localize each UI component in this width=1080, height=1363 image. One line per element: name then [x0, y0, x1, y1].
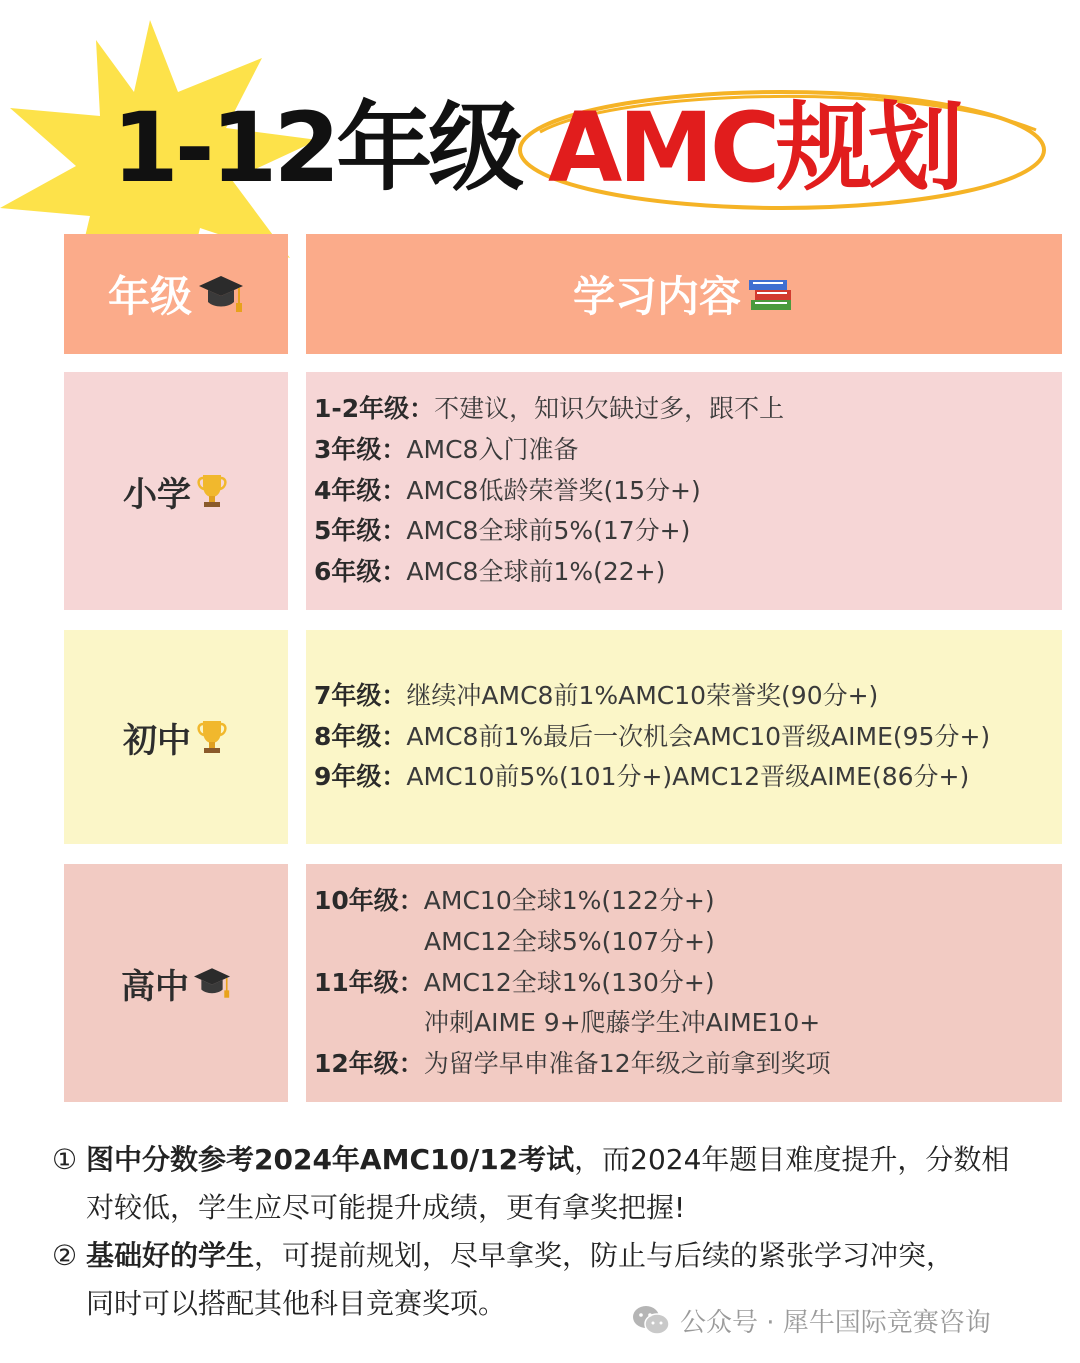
plan-text: 继续冲AMC8前1%AMC10荣誉奖(90分+)	[406, 680, 879, 710]
watermark	[632, 1300, 991, 1340]
grade-label	[314, 1003, 424, 1044]
note-text: ，可提前规划，尽早拿奖，防止与后续的紧张学习冲突，	[254, 1239, 955, 1272]
books-icon	[747, 272, 795, 316]
row-primary-grade-cell	[64, 372, 288, 610]
note-text: ，而2024年题目难度提升，分数相	[574, 1143, 1010, 1176]
grade-label: 12年级：	[314, 1049, 424, 1079]
grade-label: 8年级：	[314, 721, 407, 751]
grade-label: 7年级：	[314, 680, 407, 710]
note-number: ②	[52, 1239, 78, 1272]
watermark-text: 公众号 · 犀牛国际竞赛咨询	[680, 1307, 991, 1338]
note-emphasis: 图中分数参考2024年AMC10/12考试	[86, 1143, 575, 1176]
grade-label	[314, 922, 424, 963]
row-high-content-cell	[306, 864, 1062, 1102]
note-emphasis: 基础好的学生	[86, 1239, 255, 1272]
stage-label-high: 高中	[121, 966, 189, 1007]
row-high-grade-cell	[64, 864, 288, 1102]
row-primary-content-cell	[306, 372, 1062, 610]
title-grade-range: 1-12年级	[112, 92, 521, 204]
list-item	[314, 1044, 1062, 1085]
plan-text: AMC10前5%(101分+)AMC12晋级AIME(86分+)	[406, 762, 970, 792]
plan-text: AMC8入门准备	[406, 434, 579, 464]
plan-text: AMC10全球1%(122分+)	[423, 886, 715, 916]
note-item	[52, 1232, 1052, 1280]
list-item	[314, 881, 1062, 922]
page-title	[0, 70, 1080, 220]
note-continuation: 同时可以搭配其他科目竞赛奖项。	[86, 1287, 507, 1320]
row-middle-content-cell	[306, 630, 1062, 844]
list-item	[314, 430, 1062, 471]
list-item	[314, 1003, 1062, 1044]
wechat-icon	[632, 1304, 670, 1336]
graduation-cap-icon	[198, 272, 244, 316]
trophy-icon	[195, 473, 229, 509]
list-item	[314, 389, 1062, 430]
note-item	[52, 1136, 1052, 1184]
graduation-cap-icon	[193, 965, 231, 1001]
stage-label-primary: 小学	[123, 474, 191, 515]
note-continuation: 对较低，学生应尽可能提升成绩，更有拿奖把握!	[86, 1191, 686, 1224]
list-item	[314, 511, 1062, 552]
grade-label: 11年级：	[314, 967, 424, 997]
plan-text: 冲刺AIME 9+爬藤学生冲AIME10+	[424, 1008, 821, 1038]
grade-label: 9年级：	[314, 762, 407, 792]
plan-text: AMC12全球5%(107分+)	[424, 926, 715, 956]
header-grade-cell	[64, 234, 288, 354]
title-amc-plan: AMC规划	[548, 92, 961, 204]
grade-label: 4年级：	[314, 475, 407, 505]
list-item	[314, 757, 1062, 798]
list-item	[314, 922, 1062, 963]
grade-label: 10年级：	[314, 886, 424, 916]
grade-label: 1-2年级：	[314, 394, 435, 424]
grade-label: 6年级：	[314, 557, 407, 587]
note-number: ①	[52, 1143, 78, 1176]
trophy-icon	[195, 719, 229, 755]
grade-label: 5年级：	[314, 516, 407, 546]
plan-text: AMC8全球前5%(17分+)	[406, 516, 691, 546]
list-item	[314, 963, 1062, 1004]
list-item	[314, 676, 1062, 717]
header-content-cell	[306, 234, 1062, 354]
plan-text: AMC8前1%最后一次机会AMC10晋级AIME(95分+)	[406, 721, 991, 751]
plan-text: AMC8全球前1%(22+)	[406, 557, 666, 587]
plan-text: AMC8低龄荣誉奖(15分+)	[406, 475, 701, 505]
list-item	[314, 552, 1062, 593]
header-content-label: 学习内容	[572, 272, 741, 321]
list-item	[314, 717, 1062, 758]
grade-label: 3年级：	[314, 434, 407, 464]
list-item	[314, 471, 1062, 512]
header-grade-label: 年级	[107, 272, 192, 321]
row-middle-grade-cell	[64, 630, 288, 844]
plan-text: 不建议，知识欠缺过多，跟不上	[434, 394, 785, 424]
plan-text: AMC12全球1%(130分+)	[423, 967, 715, 997]
plan-text: 为留学早申准备12年级之前拿到奖项	[423, 1049, 831, 1079]
stage-label-middle: 初中	[123, 720, 191, 761]
